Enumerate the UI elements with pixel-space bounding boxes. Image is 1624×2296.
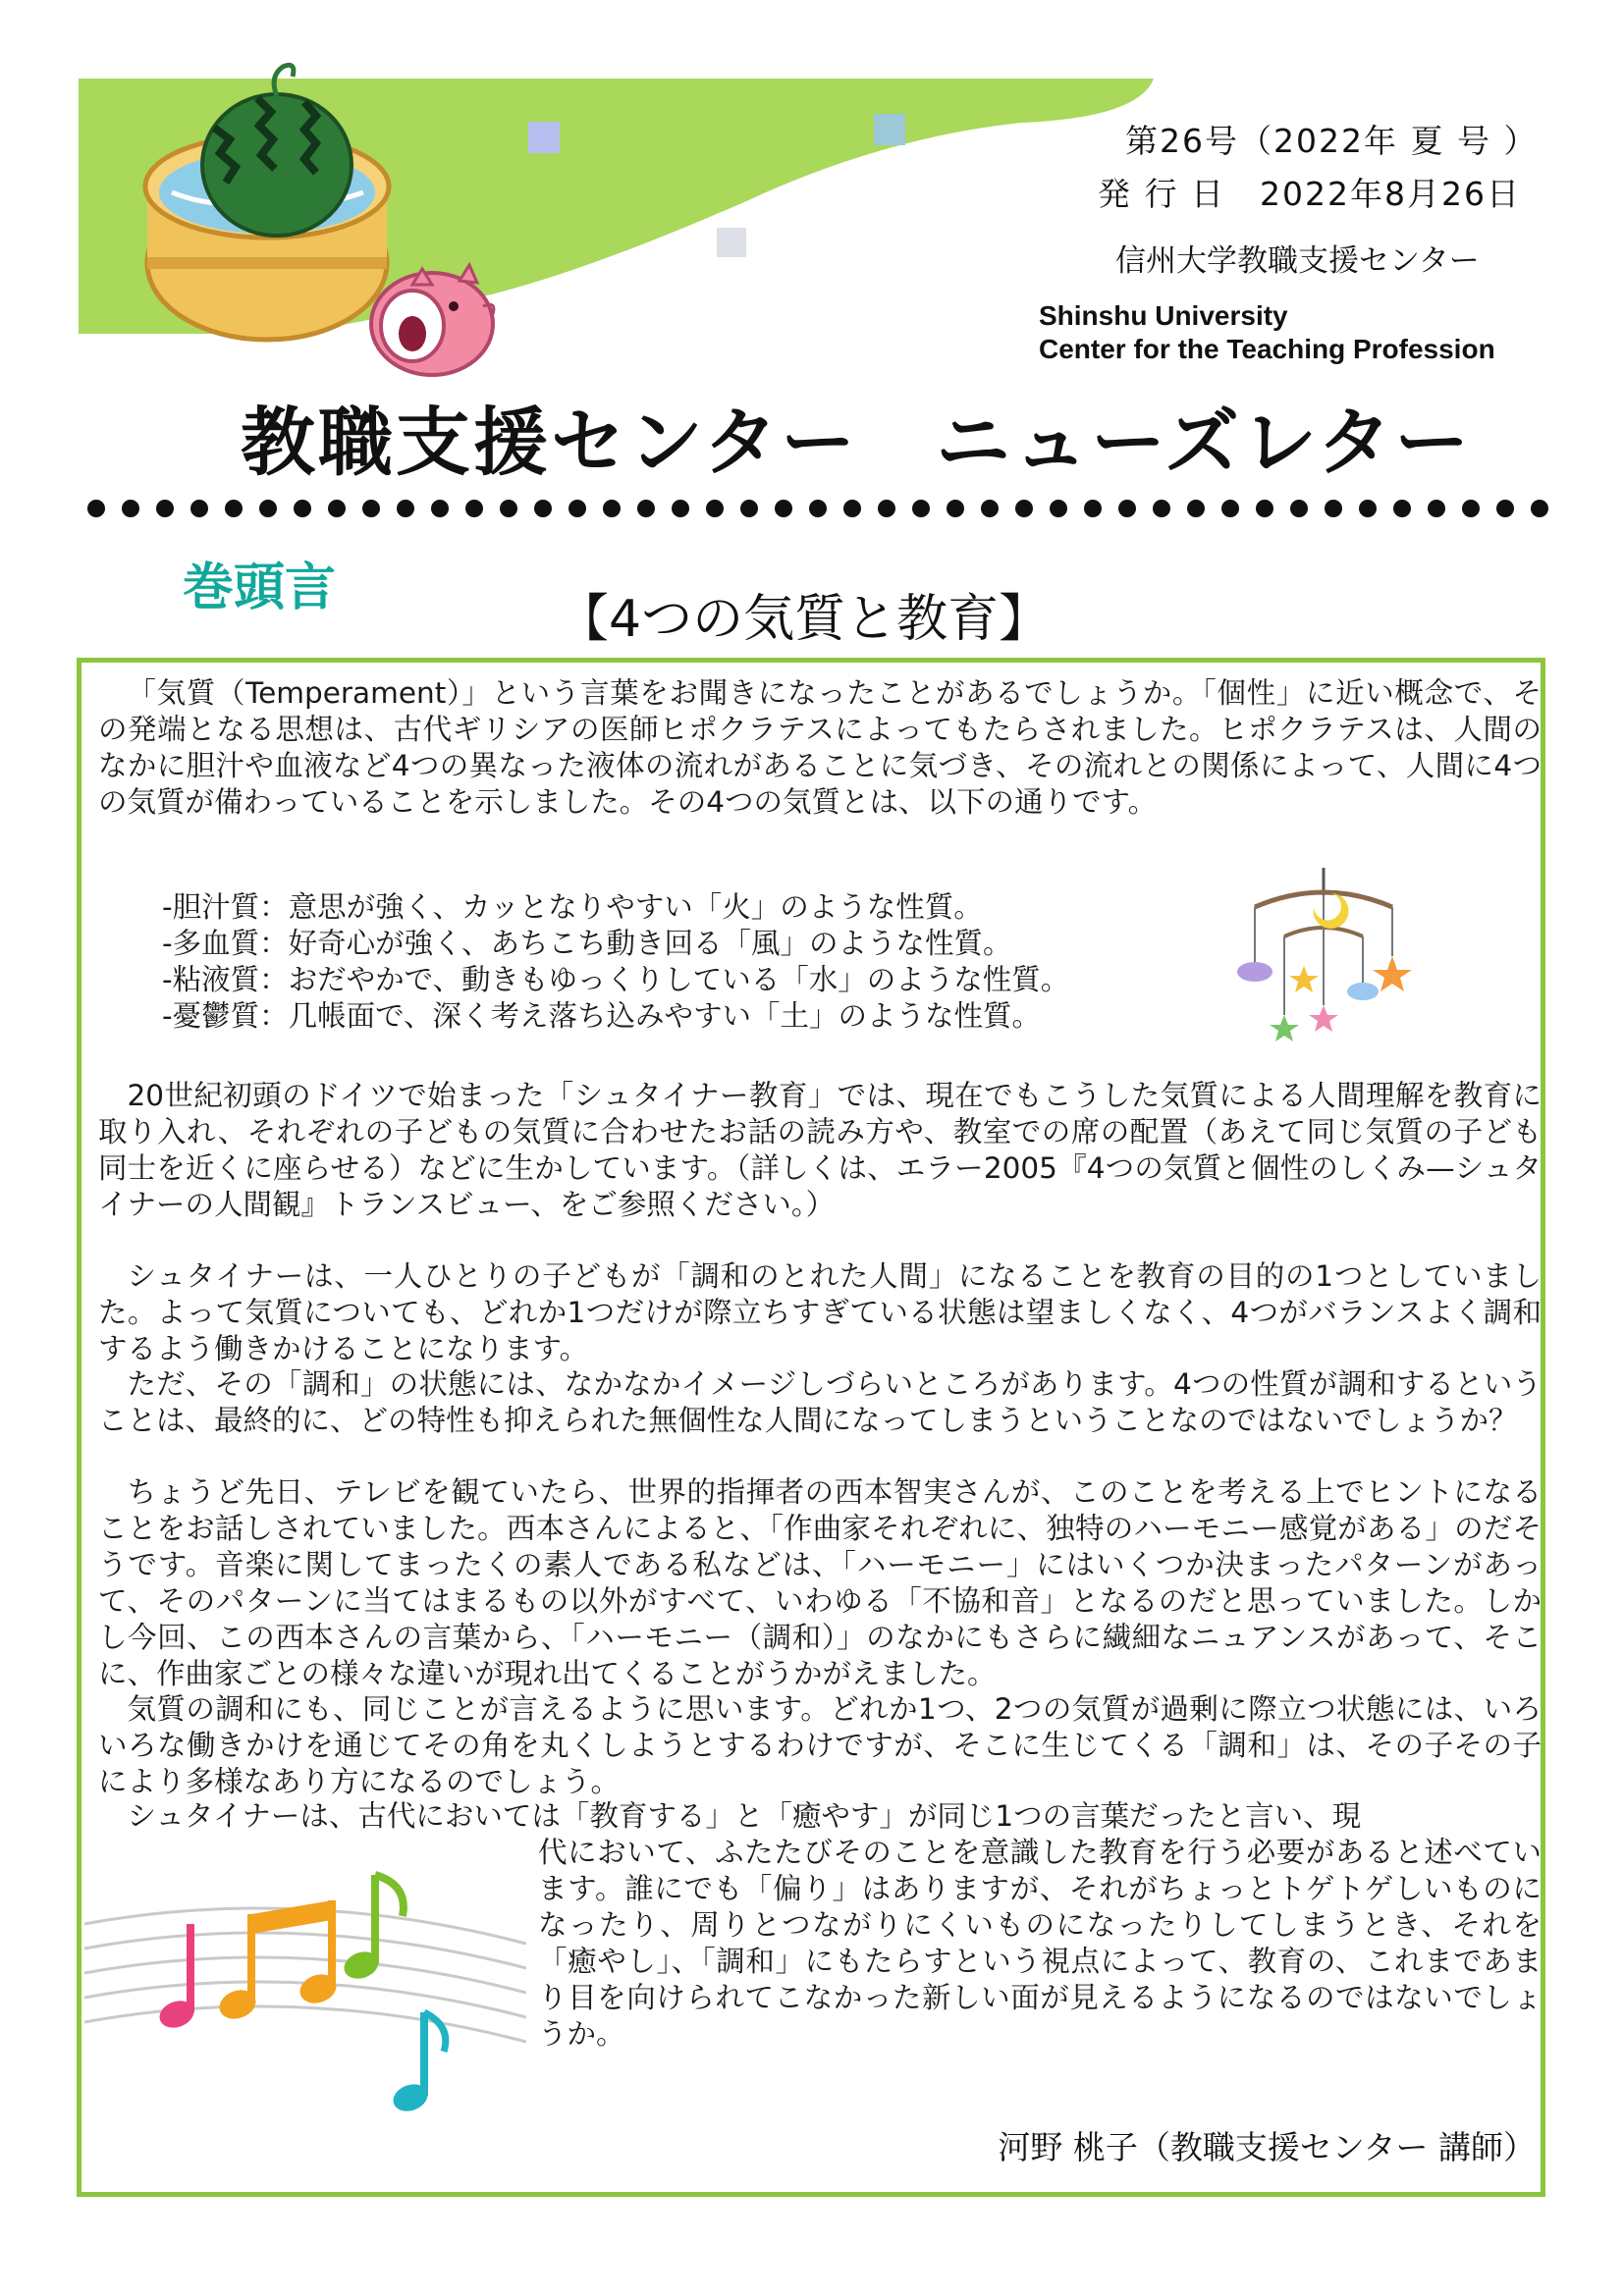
article-paragraph: 気質の調和にも、同じことが言えるように思います。どれか1つ、2つの気質が過剰に際立つ状態には、いろいろな働きかけを通じてその角を丸くしようとするわけですが、そこに生じてくる「調和」は、その子その子により多様なあり方になるのでしょう。 [98, 1692, 1542, 1798]
divider-dot [465, 500, 483, 517]
organization-name-jp: 信州大学教職支援センター [1115, 243, 1480, 279]
confetti-square [528, 122, 560, 153]
divider-dot [500, 500, 517, 517]
divider-dot [1462, 500, 1480, 517]
article-paragraph: ちょうど先日、テレビを観ていたら、世界的指揮者の西本智実さんが、このことを考える上でヒントになることをお話しされていました。西本さんによると、「作曲家それぞれに、独特のハーモニー感覚がある」のだそうです。音楽に関してまったくの素人である私などは、「ハーモニー」にはいくつか決まったパターンがあって、そのパターンに当てはまるもの以外がすべて、いわゆる「不協和音」となるのだと思っていました。しかし今回、この西本さんの言葉から、「ハーモニー（調和）」のなかにもさらに繊細なニュアンスがあって、そこに、作曲家ごとの様々な違いが現れ出てくることがうかがえました。 [98, 1475, 1542, 1690]
divider-dot [843, 500, 861, 517]
divider-dot [947, 500, 964, 517]
divider-dot [603, 500, 621, 517]
divider-dot [362, 500, 380, 517]
article-paragraph-continued: 代において、ふたたびそのことを意識した教育を行う必要があると述べています。誰にでも「偏り」はありますが、それがちょっとトゲトゲしいものになったり、周りとつながりにくいものになったりしてしまうとき、それを「癒やし」、「調和」にもたらすという視点によって、教育の、これまであまり目を向けられてこなかった新しい面が見えるようになるのではないでしょうか。 [538, 1836, 1542, 2051]
divider-dot [568, 500, 586, 517]
divider-dot [534, 500, 552, 517]
music-notes-icon [84, 1865, 526, 2140]
note-teal [390, 2012, 446, 2115]
divider-dot [912, 500, 930, 517]
divider-dot [259, 500, 277, 517]
divider-dot [294, 500, 311, 517]
divider-dot [1153, 500, 1170, 517]
article-paragraph: 20世紀初頭のドイツで始まった「シュタイナー教育」では、現在でもこうした気質による人間理解を教育に取り入れ、それぞれの子どもの気質に合わせたお話の読み方や、教室での席の配置（あえて同じ気質の子ども同士を近くに座らせる）などに生かしています。（詳しくは、エラー2005『4つの気質と個性のしくみ—シュタイナーの人間観』トランスビュー、をご参照ください。） [98, 1079, 1542, 1221]
divider-dot [1290, 500, 1308, 517]
article-paragraph: シュタイナーは、一人ひとりの子どもが「調和のとれた人間」になることを教育の目的の1つとしていました。よって気質についても、どれか1つだけが際立ちすぎている状態は望ましくなく、4つがバランスよく調和するよう働きかけることになります。 [98, 1259, 1542, 1365]
divider-dot [431, 500, 449, 517]
divider-dot [1256, 500, 1273, 517]
organization-name-en-line2: Center for the Teaching Profession [1039, 334, 1495, 364]
divider-dot [1015, 500, 1033, 517]
divider-dot [1118, 500, 1136, 517]
list-item: -粘液質：おだやかで、動きもゆっくりしている「水」のような性質。 [162, 963, 1070, 996]
list-item: -多血質：好奇心が強く、あちこち動き回る「風」のような性質。 [162, 927, 1012, 960]
divider-dot [1325, 500, 1342, 517]
list-item: -胆汁質：意思が強く、カッとなりやすい「火」のような性質。 [162, 890, 983, 924]
author-signature: 河野 桃子（教職支援センター 講師） [998, 2128, 1536, 2166]
divider-dot [1428, 500, 1445, 517]
divider-dot [156, 500, 174, 517]
section-heading: 巻頭言 [183, 559, 337, 617]
article-paragraph: 「気質（Temperament）」という言葉をお聞きになったことがあるでしょうか。「個性」に近い概念で、その発端となる思想は、古代ギリシアの医師ヒポクラテスによってもたらされました。ヒポクラテスは、人間のなかに胆汁や血液など4つの異なった液体の流れがあることに気づき、その流れとの関係によって、人間に4つの気質が備わっていることを示しました。その4つの気質とは、以下の通りです。 [98, 676, 1542, 819]
list-item: -憂鬱質：几帳面で、深く考え落ち込みやすい「土」のような性質。 [162, 999, 1042, 1033]
issue-date: 発 行 日 2022年8月26日 [1098, 175, 1521, 213]
divider-dot [225, 500, 243, 517]
note-pink [156, 1924, 198, 2032]
divider-dot [1084, 500, 1102, 517]
dotted-divider [86, 497, 1549, 520]
divider-dot [740, 500, 758, 517]
divider-dot [397, 500, 414, 517]
divider-dot [775, 500, 792, 517]
divider-dot [1359, 500, 1377, 517]
confetti-square [874, 114, 905, 145]
divider-dot [1187, 500, 1205, 517]
article-paragraph: ただ、その「調和」の状態には、なかなかイメージしづらいところがあります。4つの性質が調和するということは、最終的に、どの特性も抑えられた無個性な人間になってしまうということなのではないでしょうか？ [98, 1367, 1542, 1437]
divider-dot [981, 500, 999, 517]
article-title: 【4つの気質と教育】 [558, 590, 1051, 649]
divider-dot [878, 500, 895, 517]
divider-dot [809, 500, 827, 517]
divider-dot [706, 500, 724, 517]
temperament-list [162, 889, 1069, 1035]
divider-dot [122, 500, 139, 517]
organization-name-en-line1: Shinshu University [1039, 300, 1288, 331]
divider-dot [190, 500, 208, 517]
issue-number: 第26号（2022年 夏 号 ） [1125, 122, 1539, 160]
divider-dot [87, 500, 105, 517]
divider-dot [1221, 500, 1239, 517]
divider-dot [1393, 500, 1411, 517]
divider-dot [637, 500, 655, 517]
divider-dot [1050, 500, 1067, 517]
article-paragraph-first-line: シュタイナーは、古代においては「教育する」と「癒やす」が同じ1つの言葉だったと言い、現 [127, 1799, 1362, 1833]
newsletter-title: 教職支援センター ニューズレター [241, 399, 1473, 486]
divider-dot [328, 500, 346, 517]
divider-dot [1496, 500, 1514, 517]
divider-dot [1531, 500, 1548, 517]
divider-dot [672, 500, 689, 517]
confetti-square [717, 228, 746, 257]
baby-mobile-icon [1225, 868, 1422, 1044]
